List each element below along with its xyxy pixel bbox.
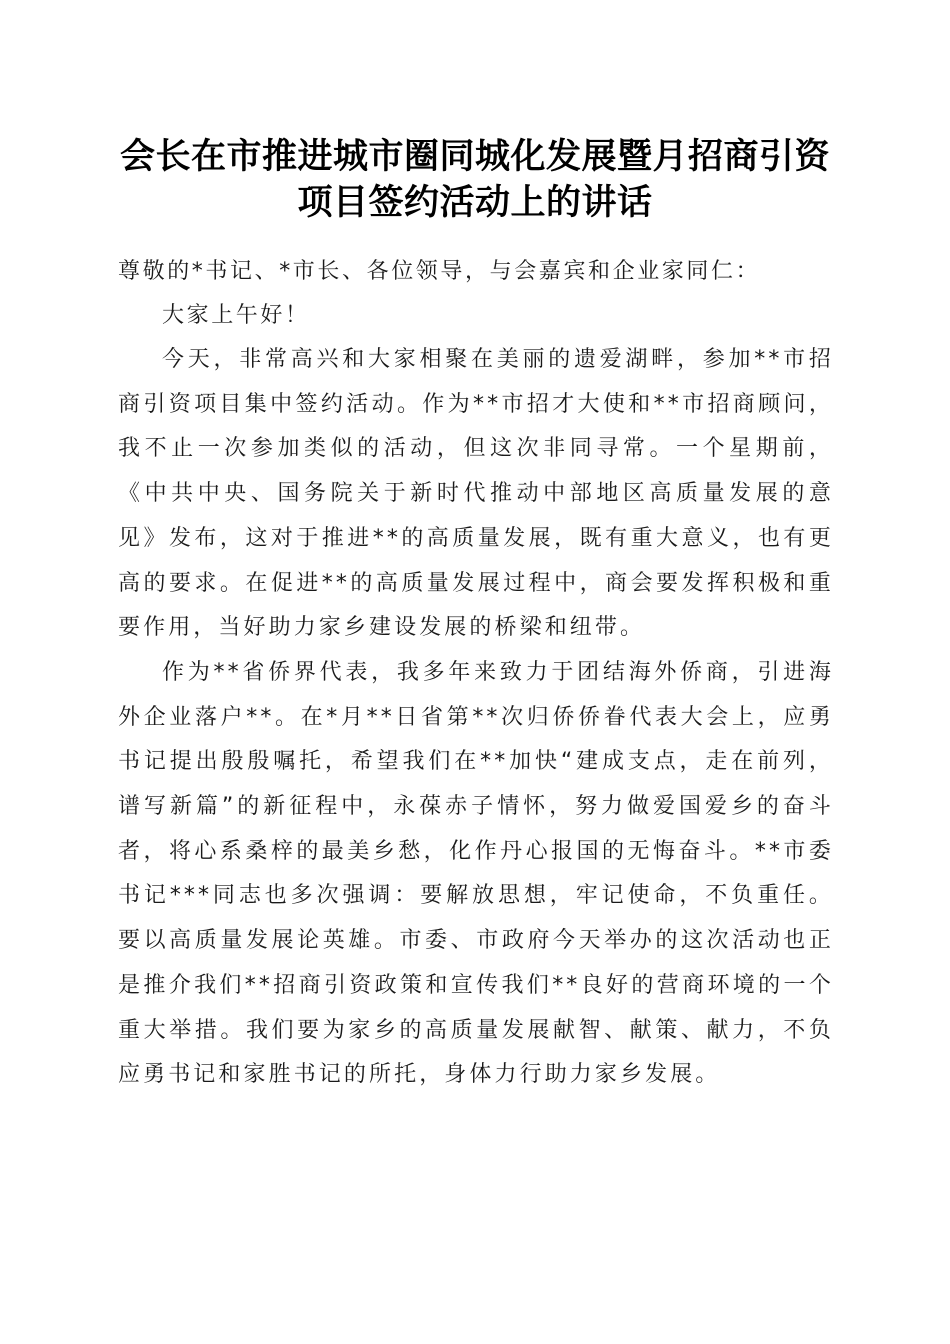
paragraph-1: 今天，非常高兴和大家相聚在美丽的遗爱湖畔，参加**市招商引资项目集中签约活动。作为**市招才大使和**市招商顾问，我不止一次参加类似的活动，但这次非同寻常。一个星期前，《中共中央、国务院关于新时代推动中部地区高质量发展的意见》发布，这对于推进**的高质量发展，既有重大意义，也有更高的要求。在促进**的高质量发展过程中，商会要发挥积极和重要作用，当好助力家乡建设发展的桥梁和纽带。 (118, 347, 834, 641)
document-title (60, 134, 890, 226)
title-line-1: 会长在市推进城市圈同城化发展暨月招商引资 (119, 136, 830, 177)
document-body (118, 250, 834, 1098)
title-line-2: 项目签约活动上的讲话 (297, 182, 653, 223)
greeting: 大家上午好！ (162, 303, 310, 328)
salutation: 尊敬的*书记、*市长、各位领导，与会嘉宾和企业家同仁： (118, 259, 761, 284)
paragraph-2: 作为**省侨界代表，我多年来致力于团结海外侨商，引进海外企业落户**。在*月**日省第**次归侨侨眷代表大会上，应勇书记提出殷殷嘱托，希望我们在**加快“建成支点，走在前列，谱写新篇”的新征程中，永葆赤子情怀，努力做爱国爱乡的奋斗者，将心系桑梓的最美乡愁，化作丹心报国的无悔奋斗。**市委书记***同志也多次强调：要解放思想，牢记使命，不负重任。要以高质量发展论英雄。市委、市政府今天举办的这次活动也正是推介我们**招商引资政策和宣传我们**良好的营商环境的一个重大举措。我们要为家乡的高质量发展献智、献策、献力，不负应勇书记和家胜书记的所托，身体力行助力家乡发展。 (118, 659, 834, 1088)
